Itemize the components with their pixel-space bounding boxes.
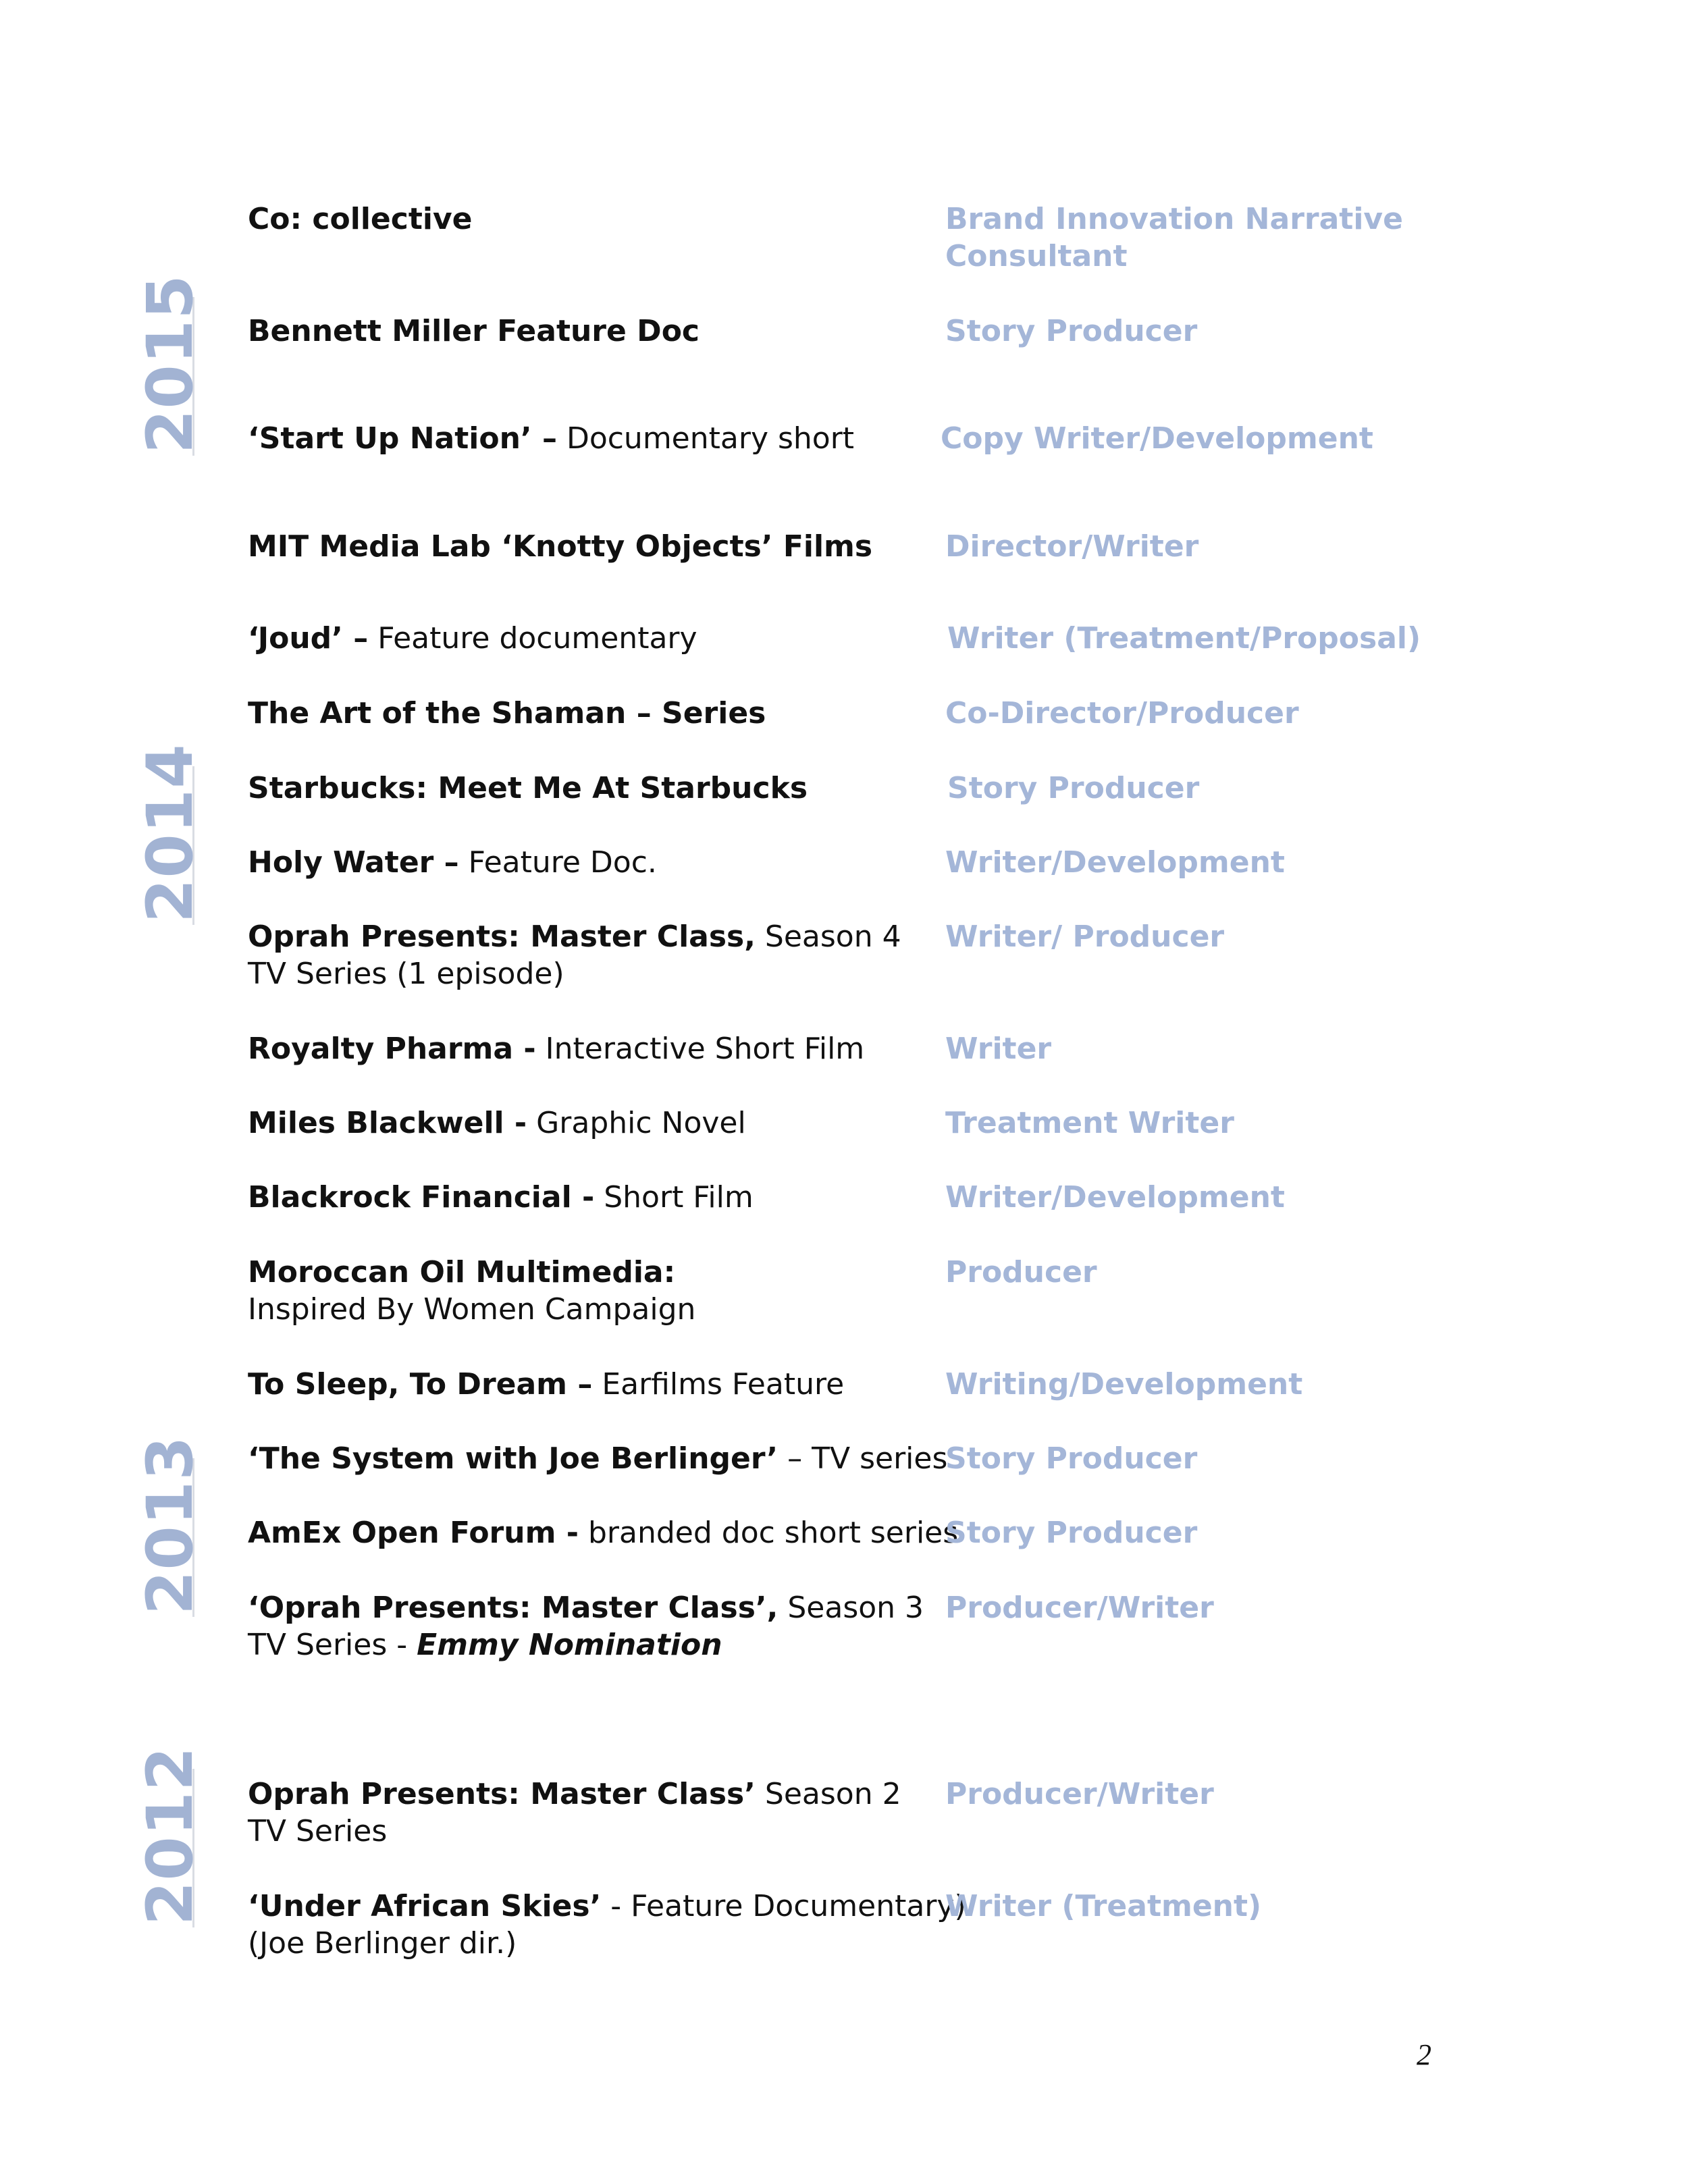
credit-subline: TV Series (1 episode) [248, 957, 564, 991]
credit-role: Treatment Writer [945, 1106, 1234, 1140]
credit-title: ‘Start Up Nation’ – [248, 421, 557, 456]
credit-role: Writer/Development [945, 1180, 1285, 1215]
credit-role: Producer/Writer [945, 1777, 1214, 1811]
credit-detail: Graphic Novel [527, 1106, 746, 1140]
credit-title: MIT Media Lab ‘Knotty Objects’ Films [248, 529, 873, 564]
credit-role: Writer/Development [945, 845, 1285, 880]
credit-entry [248, 1366, 930, 1403]
credit-title: Oprah Presents: Master Class’ [248, 1777, 756, 1811]
credit-detail: Documentary short [556, 421, 855, 456]
credit-detail: Feature documentary [368, 621, 697, 656]
credit-entry [248, 844, 930, 881]
emmy-nomination-note: Emmy Nomination [417, 1628, 722, 1662]
credit-title: Bennett Miller Feature Doc [248, 314, 700, 348]
credit-detail: - Feature Documentary) [601, 1889, 966, 1923]
credit-entry [248, 1104, 930, 1142]
credit-detail: Season 2 [755, 1777, 901, 1811]
credit-entry [248, 420, 930, 457]
credit-role: Writing/Development [945, 1367, 1303, 1402]
credit-detail: Season 3 [778, 1591, 924, 1625]
credit-role: Writer [945, 1032, 1052, 1066]
credit-title: ‘Joud’ – [248, 621, 369, 656]
credit-entry [248, 1776, 930, 1850]
credit-title: The Art of the Shaman – Series [248, 696, 766, 730]
credit-entry [248, 201, 930, 238]
credit-entry [248, 1888, 966, 1962]
year-label-2014: 2014 [134, 743, 207, 923]
credit-title: ‘Oprah Presents: Master Class’, [248, 1591, 779, 1625]
credit-title: Royalty Pharma - [248, 1032, 536, 1066]
credit-subline: Inspired By Women Campaign [248, 1292, 696, 1327]
credit-role: Director/Writer [945, 529, 1199, 564]
credit-detail: Interactive Short Film [535, 1032, 865, 1066]
credit-role: Writer (Treatment) [945, 1889, 1262, 1923]
year-label-2013: 2013 [134, 1435, 207, 1615]
credit-role-line: Brand Innovation Narrative [945, 202, 1403, 236]
credit-role: Copy Writer/Development [941, 421, 1373, 456]
credit-title: Holy Water – [248, 845, 459, 880]
credit-role: Story Producer [945, 1516, 1198, 1550]
credit-title: Blackrock Financial - [248, 1180, 595, 1215]
credit-entry [248, 1589, 930, 1663]
credit-entry [248, 1440, 948, 1477]
credit-role: Co-Director/Producer [945, 696, 1299, 730]
credit-entry [248, 918, 930, 992]
credit-detail: branded doc short series [579, 1516, 959, 1550]
credit-title: Co: collective [248, 202, 473, 236]
credit-title: ‘Under African Skies’ [248, 1889, 602, 1923]
credit-subline: TV Series - [248, 1628, 417, 1662]
credit-detail: Feature Doc. [458, 845, 657, 880]
credit-role-line: Consultant [945, 239, 1128, 273]
credit-role: Producer/Writer [945, 1591, 1214, 1625]
page-number: 2 [1417, 2038, 1431, 2071]
credit-entry [248, 695, 930, 732]
year-label-2015: 2015 [134, 274, 207, 454]
credit-role: Writer (Treatment/Proposal) [947, 621, 1421, 656]
credit-role: Story Producer [945, 314, 1198, 348]
year-label-2012: 2012 [134, 1746, 207, 1925]
credit-entry [248, 528, 930, 565]
credit-title: To Sleep, To Dream – [248, 1367, 593, 1402]
credit-subline: TV Series [248, 1814, 388, 1848]
credit-entry [248, 770, 930, 807]
credit-detail: – TV series [778, 1441, 948, 1476]
credit-title: Starbucks: Meet Me At Starbucks [248, 771, 808, 805]
credit-entry [248, 1179, 930, 1216]
credit-role [945, 201, 1403, 275]
credit-title: ‘The System with Joe Berlinger’ [248, 1441, 779, 1476]
credit-role: Story Producer [947, 771, 1200, 805]
credit-entry [248, 1030, 930, 1067]
credit-detail: Short Film [594, 1180, 754, 1215]
credit-role: Writer/ Producer [945, 920, 1225, 954]
credit-role: Producer [945, 1255, 1097, 1289]
credit-role: Story Producer [945, 1441, 1198, 1476]
credit-entry [248, 1514, 959, 1551]
credit-entry [248, 1254, 930, 1328]
credit-detail: Season 4 [755, 920, 901, 954]
credit-detail: Earfilms Feature [592, 1367, 845, 1402]
credit-entry [248, 620, 930, 657]
credit-title: Miles Blackwell - [248, 1106, 527, 1140]
credit-title: Moroccan Oil Multimedia: [248, 1255, 676, 1289]
credit-title: AmEx Open Forum - [248, 1516, 579, 1550]
credit-entry [248, 313, 930, 350]
credit-subline: (Joe Berlinger dir.) [248, 1926, 517, 1961]
credit-title: Oprah Presents: Master Class, [248, 920, 756, 954]
